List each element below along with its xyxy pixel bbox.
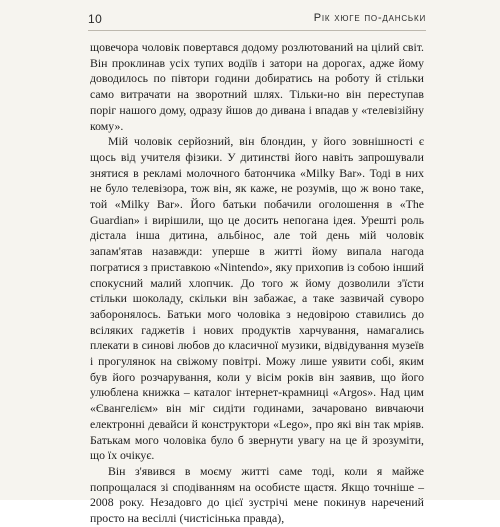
header-rule bbox=[88, 30, 426, 31]
page-header bbox=[88, 12, 426, 28]
running-title: Рік хюге по-данськи bbox=[313, 12, 426, 24]
paragraph: Мій чоловік серйозний, він блондин, у його зовнішності є щось від учителя фізики. У дитинстві його навіть запрошували знятися в рекламі молочного батончика «Milky Bar». Тоді в них не було телевізора, тож він, як каже, не розумів, що ж воно таке, той «Milky Bar». Його батьки побачили оголошення в «The Guardian» і вирішили, що це досить непогана ідея. Урешті роль дістала інша дитина, альбінос, але той день мій чоловік запам'ятав назавжди: уперше в житті йому випала нагода погратися з приставкою «Nintendo», яку прихопив із собою інший спокусний малий хлопчик. До того ж йому дозволили з'їсти стільки шоколаду, скільки він забажає, а таке зазвичай суворо заборонялось. Батьки мого чоловіка з недовірою ставились до всіляких гаджетів і нових продуктів харчування, намагались плекати в синові любов до класичної музики, відвідування музеїв і прогулянок на свіжому повітрі. Можу лише уявити собі, яким був його розчарування, коли у вісім років він заявив, що його улюблена книжка – каталог інтернет-крамниці «Argos». Над цим «Євангелієм» він міг сидіти годинами, зачаровано вивчаючи електронні девайси й конструктори «Lego», про які він так мріяв. Батькам мого чоловіка було б звернути увагу на це й зрозуміти, що їх очікує. bbox=[90, 134, 424, 463]
page-number: 10 bbox=[88, 12, 103, 26]
body-text bbox=[90, 40, 424, 527]
paragraph-continued: щовечора чоловік повертався додому розлютований на цілий світ. Він проклинав усіх тупих водіїв і затори на дорогах, адже йому доводилось по півтори години добиратись на роботу й стільки само витрачати на зворотний шлях. Тільки-но він переступав поріг нашого дому, одразу йшов до дивана і впадав у «телевізійну кому». bbox=[90, 40, 424, 133]
paragraph: Він з'явився в моєму житті саме тоді, коли я майже попрощалася зі сподіванням на особисте щастя. Якщо точніше – 2008 року. Незадовго до цієї зустрічі мене покинув наречений просто на весіллі (чистісінька правда), bbox=[90, 463, 424, 526]
